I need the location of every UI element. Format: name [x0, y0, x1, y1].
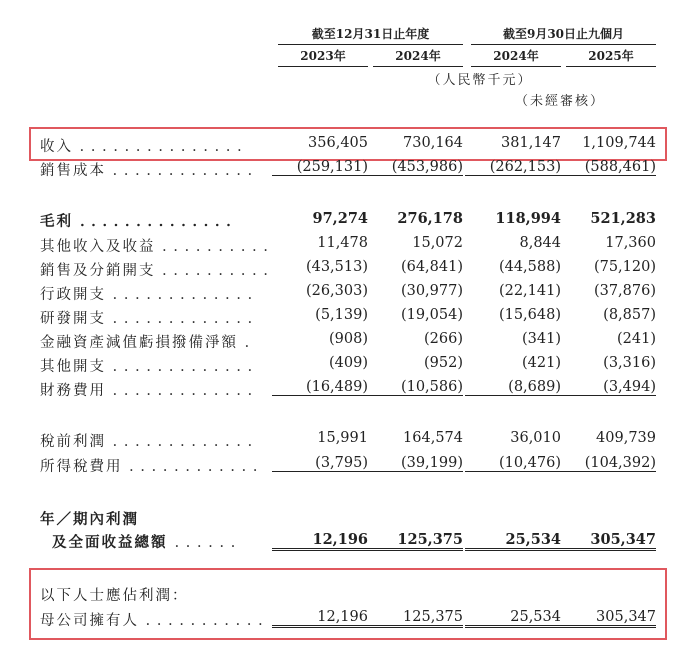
cell-pbt-2025-9m: 409,739: [596, 430, 656, 446]
cell-rd-2023: (5,139): [315, 307, 368, 323]
cell-other-income-2024-9m: 8,844: [519, 235, 561, 251]
cell-gross-profit-2024: 276,178: [397, 210, 463, 227]
cell-finance-2024-9m: (8,689): [465, 379, 561, 396]
row-admin-expenses-label: 行政開支 ．．．．．．．．．．．．．: [40, 287, 267, 303]
cell-admin-2025-9m: (37,876): [593, 283, 656, 299]
cell-revenue-2024: 730,164: [403, 135, 463, 151]
header-unit: （人民幣千元）: [427, 73, 533, 88]
cell-other-exp-2023: (409): [329, 355, 368, 371]
header-year-2023: 2023年: [278, 47, 368, 67]
cell-other-income-2023: 11,478: [317, 235, 368, 251]
row-total-comprehensive-label: 及全面收益總額 ．．．．．．: [52, 534, 250, 551]
header-year-2024-annual: 2024年: [373, 47, 463, 67]
cell-selling-2025-9m: (75,120): [593, 259, 656, 275]
row-revenue-label: 收入 ．．．．．．．．．．．．．．．: [40, 139, 256, 155]
row-rd-expenses-label: 研發開支 ．．．．．．．．．．．．．: [40, 311, 267, 327]
row-cost-of-sales-label: 銷售成本 ．．．．．．．．．．．．．: [40, 163, 267, 179]
header-year-2024-nine: 2024年: [471, 47, 561, 67]
cell-selling-2024-9m: (44,588): [498, 259, 561, 275]
cell-rd-2024-9m: (15,648): [498, 307, 561, 323]
cell-impairment-2023: (908): [329, 331, 368, 347]
cell-owners-2025-9m: 305,347: [560, 609, 656, 628]
cell-finance-2023: (16,489): [272, 379, 368, 396]
cell-revenue-2025-9m: 1,109,744: [582, 135, 656, 151]
cell-other-exp-2025-9m: (3,316): [603, 355, 656, 371]
cell-total-2025-9m: 305,347: [560, 531, 656, 551]
cell-other-income-2025-9m: 17,360: [605, 235, 656, 251]
row-profit-before-tax-label: 稅前利潤 ．．．．．．．．．．．．．: [40, 434, 267, 450]
row-selling-expenses-label: 銷售及分銷開支 ．．．．．．．．．．: [40, 263, 282, 279]
header-group-year-end: 截至12月31日止年度: [278, 25, 463, 45]
cell-finance-2024: (10,586): [367, 379, 463, 396]
cell-rd-2025-9m: (8,857): [603, 307, 656, 323]
cell-pbt-2024-9m: 36,010: [510, 430, 561, 446]
cell-tax-2024: (39,199): [367, 455, 463, 472]
row-income-tax-label: 所得稅費用 ．．．．．．．．．．．．: [40, 459, 272, 475]
header-group-nine-months: 截至9月30日止九個月: [471, 25, 656, 45]
cell-gross-profit-2025-9m: 521,283: [590, 210, 656, 227]
cell-owners-2023: 12,196: [272, 609, 368, 628]
cell-finance-2025-9m: (3,494): [560, 379, 656, 396]
row-attributable-heading: 以下人士應佔利潤：: [40, 588, 189, 604]
cell-total-2024: 125,375: [367, 531, 463, 551]
row-impairment-label: 金融資產減值虧損撥備淨額 ．: [40, 335, 264, 351]
cell-total-2024-9m: 25,534: [465, 531, 561, 551]
cell-selling-2024: (64,841): [400, 259, 463, 275]
row-profit-period-label: 年／期內利潤: [40, 511, 139, 528]
cell-tax-2024-9m: (10,476): [465, 455, 561, 472]
cell-tax-2023: (3,795): [272, 455, 368, 472]
cell-gross-profit-2024-9m: 118,994: [495, 210, 561, 227]
cell-cost-2025-9m: (588,461): [560, 159, 656, 176]
cell-cost-2024: (453,986): [367, 159, 463, 176]
cell-cost-2024-9m: (262,153): [465, 159, 561, 176]
cell-revenue-2024-9m: 381,147: [501, 135, 561, 151]
header-year-2025: 2025年: [566, 47, 656, 67]
row-finance-costs-label: 財務費用 ．．．．．．．．．．．．．: [40, 383, 267, 399]
cell-admin-2024: (30,977): [400, 283, 463, 299]
cell-other-exp-2024: (952): [424, 355, 463, 371]
cell-owners-2024-9m: 25,534: [465, 609, 561, 628]
cell-tax-2025-9m: (104,392): [560, 455, 656, 472]
row-owners-of-parent-label: 母公司擁有人 ．．．．．．．．．．．: [40, 613, 277, 629]
cell-other-income-2024: 15,072: [412, 235, 463, 251]
cell-pbt-2023: 15,991: [317, 430, 368, 446]
cell-rd-2024: (19,054): [400, 307, 463, 323]
cell-other-exp-2024-9m: (421): [522, 355, 561, 371]
cell-revenue-2023: 356,405: [308, 135, 368, 151]
cell-admin-2024-9m: (22,141): [498, 283, 561, 299]
cell-total-2023: 12,196: [272, 531, 368, 551]
cell-cost-2023: (259,131): [272, 159, 368, 176]
cell-selling-2023: (43,513): [305, 259, 368, 275]
cell-impairment-2024-9m: (341): [522, 331, 561, 347]
cell-admin-2023: (26,303): [305, 283, 368, 299]
row-other-income-label: 其他收入及收益 ．．．．．．．．．．: [40, 239, 282, 255]
cell-owners-2024: 125,375: [367, 609, 463, 628]
cell-gross-profit-2023: 97,274: [312, 210, 368, 227]
header-unaudited: （未經審核）: [514, 94, 605, 109]
cell-pbt-2024: 164,574: [403, 430, 463, 446]
cell-impairment-2025-9m: (241): [617, 331, 656, 347]
row-other-expenses-label: 其他開支 ．．．．．．．．．．．．．: [40, 359, 267, 375]
row-gross-profit-label: 毛利 ．．．．．．．．．．．．．．: [40, 213, 245, 230]
cell-impairment-2024: (266): [424, 331, 463, 347]
